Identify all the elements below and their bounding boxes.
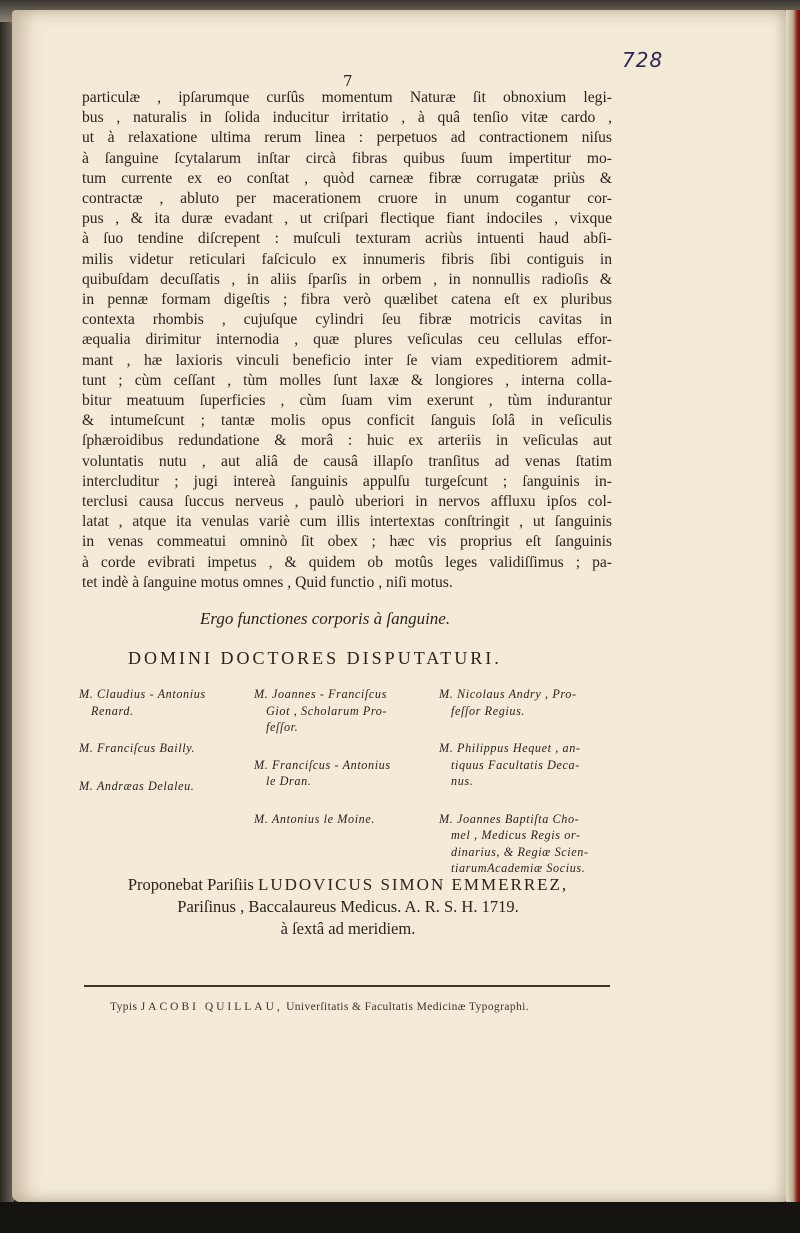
body-line: terclusi causa ſuccus nerveus , paulò uberiori in nervos affluxu ipſos col- xyxy=(82,493,612,511)
body-line: & intumeſcunt ; tantæ molis opus conficit ſanguis ſolâ in veſiculis xyxy=(82,412,612,430)
doctor-entry-line: M. Joannes Baptiſta Cho- xyxy=(439,811,580,826)
body-line: à corde evibrati impetus , & quidem ob motûs leges validiſſimus ; pa- xyxy=(82,553,612,571)
body-line: bitur meatuum ſuperficies , cùm ſuam vim exerunt , tùm indurantur xyxy=(82,392,612,410)
bottom-background xyxy=(0,1202,800,1233)
page-stack-edge xyxy=(786,10,800,1202)
doctor-entry-line: M. Joannes - Franciſcus xyxy=(254,687,387,701)
handwritten-page-number: 728 xyxy=(622,48,664,72)
printer-name: JACOBI QUILLAU, xyxy=(140,1001,283,1013)
body-line: ut à relaxatione ultima rerum linea : perpetuos ad contractionem niſus xyxy=(82,129,612,147)
body-text xyxy=(82,88,612,593)
body-line: ſphæroidibus redundatione & morâ : huic ex arteriis in veſiculas aut xyxy=(82,432,612,450)
doctor-entry xyxy=(254,811,430,828)
doctor-entry xyxy=(439,686,617,719)
doctor-entry xyxy=(79,740,249,757)
body-line: quibuſdam decuſſatis , in aliis ſparſis in orbem , in nonnullis radioſis & xyxy=(82,270,612,288)
doctor-entry-line: tiquus Facultatis Deca- xyxy=(451,757,580,772)
doctor-entry-line: M. Andræas Delaleu. xyxy=(79,778,195,793)
printer-imprint xyxy=(110,1001,529,1013)
proposer-line-2: Pariſinus , Baccalaureus Medicus. A. R. S. H. 1719. xyxy=(177,897,519,916)
body-line: milis videtur reticulari faſciculo ex innumeris fibris ſibi contiguis in xyxy=(82,250,612,268)
body-line: æqualia dirimitur internodia , quæ plures veſiculas ceu cellulas effor- xyxy=(82,331,612,349)
printer-suffix: Univerſitatis & Facultatis Medicinæ Typographi. xyxy=(286,1001,530,1013)
doctor-entry xyxy=(439,740,617,790)
proposer-prefix: Proponebat Pariſiis xyxy=(127,875,254,894)
body-line: tum currente ex eo conſtat , quòd carneæ fibræ corrugatæ priùs & xyxy=(82,169,612,187)
doctors-column-3 xyxy=(439,686,617,898)
doctor-entry-line: Renard. xyxy=(91,703,134,718)
body-line: à ſanguine ſcytalarum inſtar circà fibras quibus ſuum impertitur mo- xyxy=(82,149,612,167)
doctor-entry-line: mel , Medicus Regis or- xyxy=(451,828,581,842)
doctor-entry-line: feſſor Regius. xyxy=(451,703,526,718)
body-line: intercluditur ; jugi intereà ſanguinis appulſu turgeſcunt ; ſanguinis in- xyxy=(82,472,612,490)
body-line: bus , naturalis in ſolida inducitur irritatio , à quâ tenſio vitæ cardo , xyxy=(82,109,612,127)
body-line: tunt ; cùm ceſſant , tùm molles ſunt laxæ & longiores , interna colla- xyxy=(82,371,612,389)
doctor-entry-line: tiarumAcademiæ Socius. xyxy=(451,861,586,875)
proposer-name: LUDOVICUS SIMON EMMERREZ, xyxy=(257,875,569,894)
doctor-entry-line: M. Philippus Hequet , an- xyxy=(439,741,581,755)
doctor-entry xyxy=(254,757,430,790)
doctors-column-2 xyxy=(254,686,430,848)
body-line: contexta rhombis , cujuſque cylindri ſeu fibræ motricis cavitas in xyxy=(82,311,612,329)
body-line: particulæ , ipſarumque curſûs momentum Naturæ ſit obnoxium legi- xyxy=(82,89,612,106)
printer-prefix: Typis xyxy=(110,1001,138,1013)
page-number: 7 xyxy=(343,72,353,90)
doctor-entry-line: feſſor. xyxy=(266,720,299,734)
doctor-entry-line: nus. xyxy=(451,774,474,788)
doctor-entry-line: M. Claudius - Antonius xyxy=(79,687,206,701)
body-line: voluntatis nutu , aut aliâ de causâ illapſo tranſitus ad venas ſtatim xyxy=(82,452,612,470)
body-line: latat , atque ita venulas variè cum illis intertextas conſtringit , ut ſanguinis xyxy=(82,513,612,531)
proposer-line-1 xyxy=(78,874,618,896)
body-line: pus , & ita duræ evadant , ut criſpari flectique fiant indociles , vixque xyxy=(82,210,612,228)
divider-rule xyxy=(84,985,610,987)
doctor-entry-line: le Dran. xyxy=(266,774,312,788)
body-line: contractæ , abluto per macerationem cruore in unum cogantur cor- xyxy=(82,190,612,208)
doctor-entry-line: Giot , Scholarum Pro- xyxy=(266,703,388,718)
body-line: in venas commeatui omninò ſit obex ; hæc vis proprius eſt ſanguinis xyxy=(82,533,612,551)
proposer-line-3: à ſextâ ad meridiem. xyxy=(280,919,416,938)
conclusion-line: Ergo functiones corporis à ſanguine. xyxy=(200,609,451,628)
doctor-entry xyxy=(439,811,617,877)
doctors-heading: DOMINI DOCTORES DISPUTATURI. xyxy=(128,648,502,668)
doctor-entry-line: dinarius, & Regiæ Scien- xyxy=(451,844,589,859)
proposer-block xyxy=(78,874,618,940)
body-line: à ſuo tendine diſcrepent : muſculi texturam acriùs intuenti haud abſi- xyxy=(82,230,612,248)
body-line: in pennæ formam digeſtis ; fibra verò quælibet catena eſt ex pluribus xyxy=(82,291,612,309)
body-line: tet indè à ſanguine motus omnes , Quid functio , niſi motus. xyxy=(82,573,453,591)
doctor-entry xyxy=(79,778,249,795)
doctor-entry xyxy=(254,686,430,736)
doctor-entry-line: M. Nicolaus Andry , Pro- xyxy=(439,687,577,701)
doctor-entry-line: M. Franciſcus - Antonius xyxy=(254,757,391,772)
doctor-entry-line: M. Antonius le Moine. xyxy=(254,811,376,826)
body-line: mant , hæ laxioris vinculi beneficio inter ſe viam expeditiorem admit- xyxy=(82,351,612,369)
doctors-column-1 xyxy=(79,686,249,815)
doctor-entry-line: M. Franciſcus Bailly. xyxy=(79,741,196,755)
doctor-entry xyxy=(79,686,249,719)
